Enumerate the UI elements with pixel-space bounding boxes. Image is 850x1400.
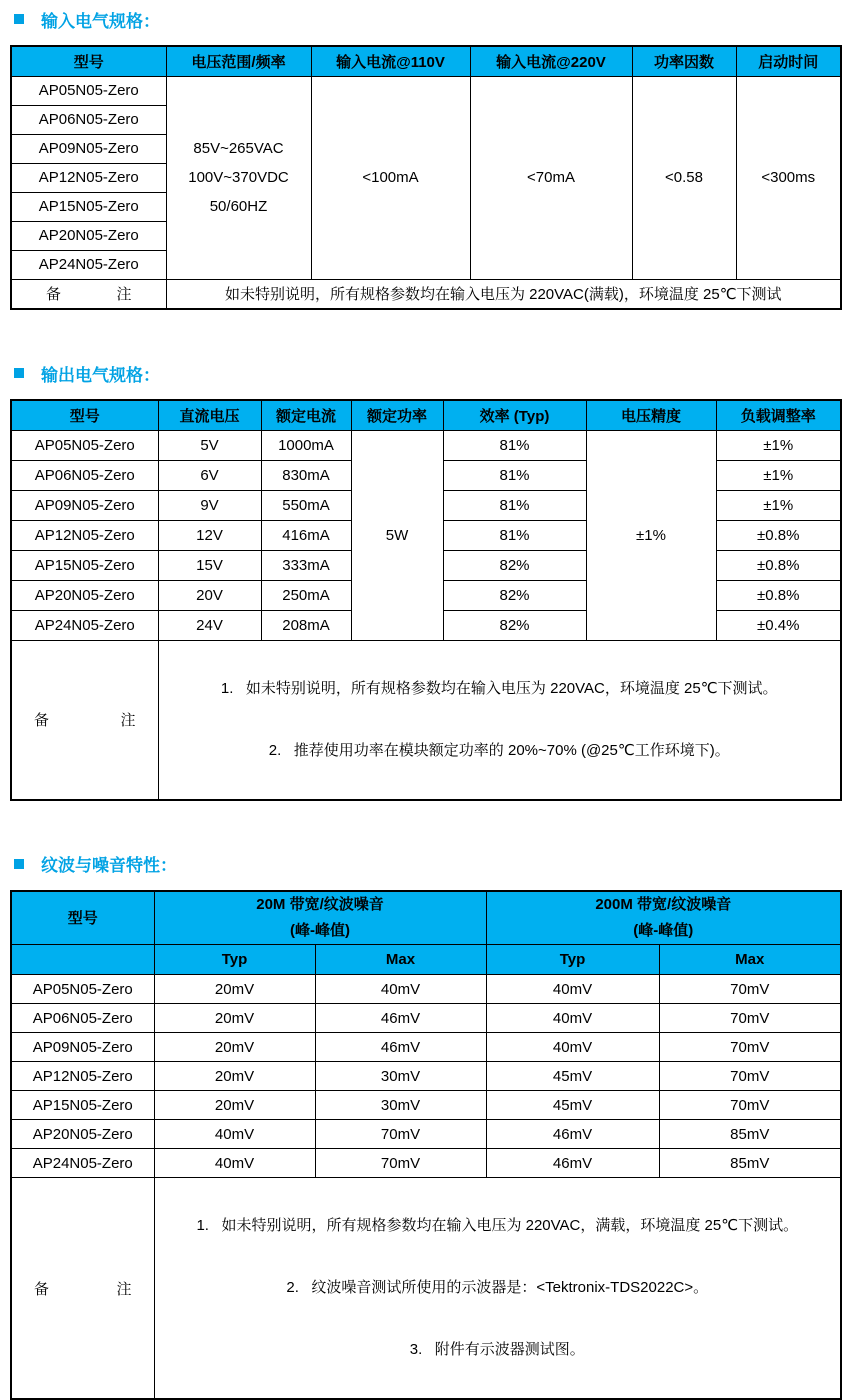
input-header-row: [11, 46, 841, 76]
remark-row: [11, 1178, 841, 1400]
section-title-text: 纹波与噪音特性：: [41, 851, 177, 876]
col-header-startup-time: 启动时间: [736, 46, 841, 76]
col-header-dc-voltage: 直流电压: [158, 400, 261, 430]
typ-20m-cell: 40mV: [154, 1120, 315, 1149]
table-row: [11, 975, 841, 1004]
typ-20m-cell: 20mV: [154, 1062, 315, 1091]
model-cell: AP15N05-Zero: [11, 1091, 154, 1120]
col-header-voltage-precision: 电压精度: [586, 400, 716, 430]
load-regulation-cell: ±0.8%: [716, 520, 841, 550]
model-cell: AP05N05-Zero: [11, 430, 158, 460]
table-row: [11, 1004, 841, 1033]
typ-200m-cell: 46mV: [486, 1120, 659, 1149]
rated-current-cell: 250mA: [261, 580, 351, 610]
dc-voltage-cell: 6V: [158, 460, 261, 490]
efficiency-cell: 81%: [443, 430, 586, 460]
load-regulation-cell: ±0.4%: [716, 610, 841, 640]
model-cell: AP15N05-Zero: [11, 192, 166, 221]
dc-voltage-cell: 12V: [158, 520, 261, 550]
voltage-range-line: 85V~265VAC: [167, 134, 311, 163]
typ-20m-cell: 20mV: [154, 975, 315, 1004]
empty-header-cell: [11, 945, 154, 975]
current-110v-cell: <100mA: [311, 76, 470, 279]
section-title-text: 输出电气规格：: [41, 361, 160, 386]
bullet-square-icon: [14, 368, 24, 378]
remark-label-char: 注: [120, 709, 135, 730]
power-factor-cell: <0.58: [632, 76, 736, 279]
col-header-model: 型号: [11, 46, 166, 76]
typ-200m-cell: 40mV: [486, 975, 659, 1004]
max-20m-cell: 40mV: [315, 975, 486, 1004]
model-cell: AP15N05-Zero: [11, 550, 158, 580]
model-cell: AP12N05-Zero: [11, 1062, 154, 1091]
load-regulation-cell: ±1%: [716, 460, 841, 490]
typ-20m-cell: 40mV: [154, 1149, 315, 1178]
section-title-output: [14, 362, 840, 384]
remark-label-char: 备: [46, 283, 61, 304]
model-cell: AP24N05-Zero: [11, 1149, 154, 1178]
load-regulation-cell: ±0.8%: [716, 550, 841, 580]
typ-20m-cell: 20mV: [154, 1033, 315, 1062]
section-title-input: [14, 8, 840, 30]
current-220v-cell: <70mA: [470, 76, 632, 279]
typ-200m-cell: 40mV: [486, 1004, 659, 1033]
model-cell: AP20N05-Zero: [11, 1120, 154, 1149]
col-group-20m-bandwidth: [154, 891, 486, 945]
section-ripple-noise: [10, 853, 840, 1400]
voltage-range-line: 50/60HZ: [167, 192, 311, 221]
max-20m-cell: 30mV: [315, 1091, 486, 1120]
remark-row: [11, 279, 841, 309]
col-header-power-factor: 功率因数: [632, 46, 736, 76]
model-cell: AP06N05-Zero: [11, 1004, 154, 1033]
max-200m-cell: 70mV: [659, 1004, 841, 1033]
section-output-specs: [10, 362, 840, 801]
table-row: [11, 1062, 841, 1091]
voltage-range-cell: [166, 76, 311, 279]
bullet-square-icon: [14, 14, 24, 24]
rated-current-cell: 550mA: [261, 490, 351, 520]
remark-line: 1. 如未特别说明，所有规格参数均在输入电压为 220VAC，环境温度 25℃下测试。: [159, 675, 841, 703]
model-cell: AP05N05-Zero: [11, 76, 166, 105]
rated-current-cell: 208mA: [261, 610, 351, 640]
table-row: [11, 1149, 841, 1178]
table-row: [11, 430, 841, 460]
rated-current-cell: 830mA: [261, 460, 351, 490]
remark-text-cell: 如未特别说明，所有规格参数均在输入电压为 220VAC(满载)，环境温度 25℃下测试: [166, 279, 841, 309]
typ-20m-cell: 20mV: [154, 1091, 315, 1120]
output-header-row: [11, 400, 841, 430]
model-cell: AP09N05-Zero: [11, 490, 158, 520]
model-cell: AP12N05-Zero: [11, 520, 158, 550]
model-cell: AP12N05-Zero: [11, 163, 166, 192]
dc-voltage-cell: 9V: [158, 490, 261, 520]
group-title: 20M 带宽/纹波噪音: [155, 892, 486, 918]
remark-label-char: 备: [34, 709, 49, 730]
col-header-current-110v: 输入电流@110V: [311, 46, 470, 76]
load-regulation-cell: ±1%: [716, 430, 841, 460]
group-title: 200M 带宽/纹波噪音: [487, 892, 841, 918]
model-cell: AP24N05-Zero: [11, 610, 158, 640]
dc-voltage-cell: 5V: [158, 430, 261, 460]
typ-20m-cell: 20mV: [154, 1004, 315, 1033]
col-header-max-200m: Max: [659, 945, 841, 975]
ripple-noise-table: [10, 890, 842, 1400]
efficiency-cell: 82%: [443, 550, 586, 580]
max-20m-cell: 70mV: [315, 1120, 486, 1149]
section-input-specs: [10, 8, 840, 310]
remark-line: 2. 纹波噪音测试所使用的示波器是：<Tektronix-TDS2022C>。: [155, 1274, 841, 1302]
efficiency-cell: 81%: [443, 520, 586, 550]
ripple-group-header-row: [11, 891, 841, 945]
typ-200m-cell: 46mV: [486, 1149, 659, 1178]
max-20m-cell: 46mV: [315, 1033, 486, 1062]
col-header-voltage-range: 电压范围/频率: [166, 46, 311, 76]
model-cell: AP24N05-Zero: [11, 250, 166, 279]
remark-label-char: 备: [34, 1278, 49, 1299]
max-20m-cell: 46mV: [315, 1004, 486, 1033]
group-subtitle: (峰-峰值): [155, 918, 486, 944]
typ-200m-cell: 40mV: [486, 1033, 659, 1062]
col-header-typ-200m: Typ: [486, 945, 659, 975]
remark-label-char: 注: [116, 283, 131, 304]
rated-current-cell: 416mA: [261, 520, 351, 550]
remark-label-cell: [11, 1178, 154, 1400]
col-header-model: 型号: [11, 891, 154, 945]
section-title-text: 输入电气规格：: [41, 7, 160, 32]
max-200m-cell: 85mV: [659, 1120, 841, 1149]
dc-voltage-cell: 15V: [158, 550, 261, 580]
max-20m-cell: 70mV: [315, 1149, 486, 1178]
model-cell: AP20N05-Zero: [11, 580, 158, 610]
model-cell: AP06N05-Zero: [11, 460, 158, 490]
remark-row: [11, 640, 841, 800]
dc-voltage-cell: 20V: [158, 580, 261, 610]
remark-label-cell: [11, 279, 166, 309]
remark-label-char: 注: [116, 1278, 131, 1299]
efficiency-cell: 82%: [443, 580, 586, 610]
col-group-200m-bandwidth: [486, 891, 841, 945]
col-header-rated-power: 额定功率: [351, 400, 443, 430]
col-header-typ-20m: Typ: [154, 945, 315, 975]
max-200m-cell: 70mV: [659, 1091, 841, 1120]
model-cell: AP09N05-Zero: [11, 134, 166, 163]
remark-line: 1. 如未特别说明，所有规格参数均在输入电压为 220VAC，满载，环境温度 25℃下测试。: [155, 1212, 841, 1240]
max-200m-cell: 70mV: [659, 975, 841, 1004]
efficiency-cell: 81%: [443, 490, 586, 520]
model-cell: AP09N05-Zero: [11, 1033, 154, 1062]
max-200m-cell: 85mV: [659, 1149, 841, 1178]
col-header-model: 型号: [11, 400, 158, 430]
efficiency-cell: 82%: [443, 610, 586, 640]
load-regulation-cell: ±0.8%: [716, 580, 841, 610]
group-subtitle: (峰-峰值): [487, 918, 841, 944]
remark-label-cell: [11, 640, 158, 800]
output-specs-table: [10, 399, 842, 801]
section-title-ripple: [14, 853, 840, 875]
col-header-rated-current: 额定电流: [261, 400, 351, 430]
max-200m-cell: 70mV: [659, 1033, 841, 1062]
rated-power-cell: 5W: [351, 430, 443, 640]
bullet-square-icon: [14, 859, 24, 869]
model-cell: AP06N05-Zero: [11, 105, 166, 134]
table-row: [11, 1033, 841, 1062]
remark-text-cell: [154, 1178, 841, 1400]
table-row: [11, 1120, 841, 1149]
ripple-sub-header-row: [11, 945, 841, 975]
table-row: [11, 1091, 841, 1120]
voltage-precision-cell: ±1%: [586, 430, 716, 640]
col-header-current-220v: 输入电流@220V: [470, 46, 632, 76]
voltage-range-line: 100V~370VDC: [167, 163, 311, 192]
model-cell: AP20N05-Zero: [11, 221, 166, 250]
rated-current-cell: 333mA: [261, 550, 351, 580]
model-cell: AP05N05-Zero: [11, 975, 154, 1004]
remark-line: 2. 推荐使用功率在模块额定功率的 20%~70% (@25℃工作环境下)。: [159, 737, 841, 765]
col-header-efficiency: 效率 (Typ): [443, 400, 586, 430]
typ-200m-cell: 45mV: [486, 1062, 659, 1091]
table-row: [11, 76, 841, 105]
efficiency-cell: 81%: [443, 460, 586, 490]
max-200m-cell: 70mV: [659, 1062, 841, 1091]
remark-line: 3. 附件有示波器测试图。: [155, 1336, 841, 1364]
rated-current-cell: 1000mA: [261, 430, 351, 460]
input-specs-table: [10, 45, 842, 310]
remark-text-cell: [158, 640, 841, 800]
max-20m-cell: 30mV: [315, 1062, 486, 1091]
col-header-max-20m: Max: [315, 945, 486, 975]
dc-voltage-cell: 24V: [158, 610, 261, 640]
startup-time-cell: <300ms: [736, 76, 841, 279]
col-header-load-regulation: 负载调整率: [716, 400, 841, 430]
load-regulation-cell: ±1%: [716, 490, 841, 520]
typ-200m-cell: 45mV: [486, 1091, 659, 1120]
